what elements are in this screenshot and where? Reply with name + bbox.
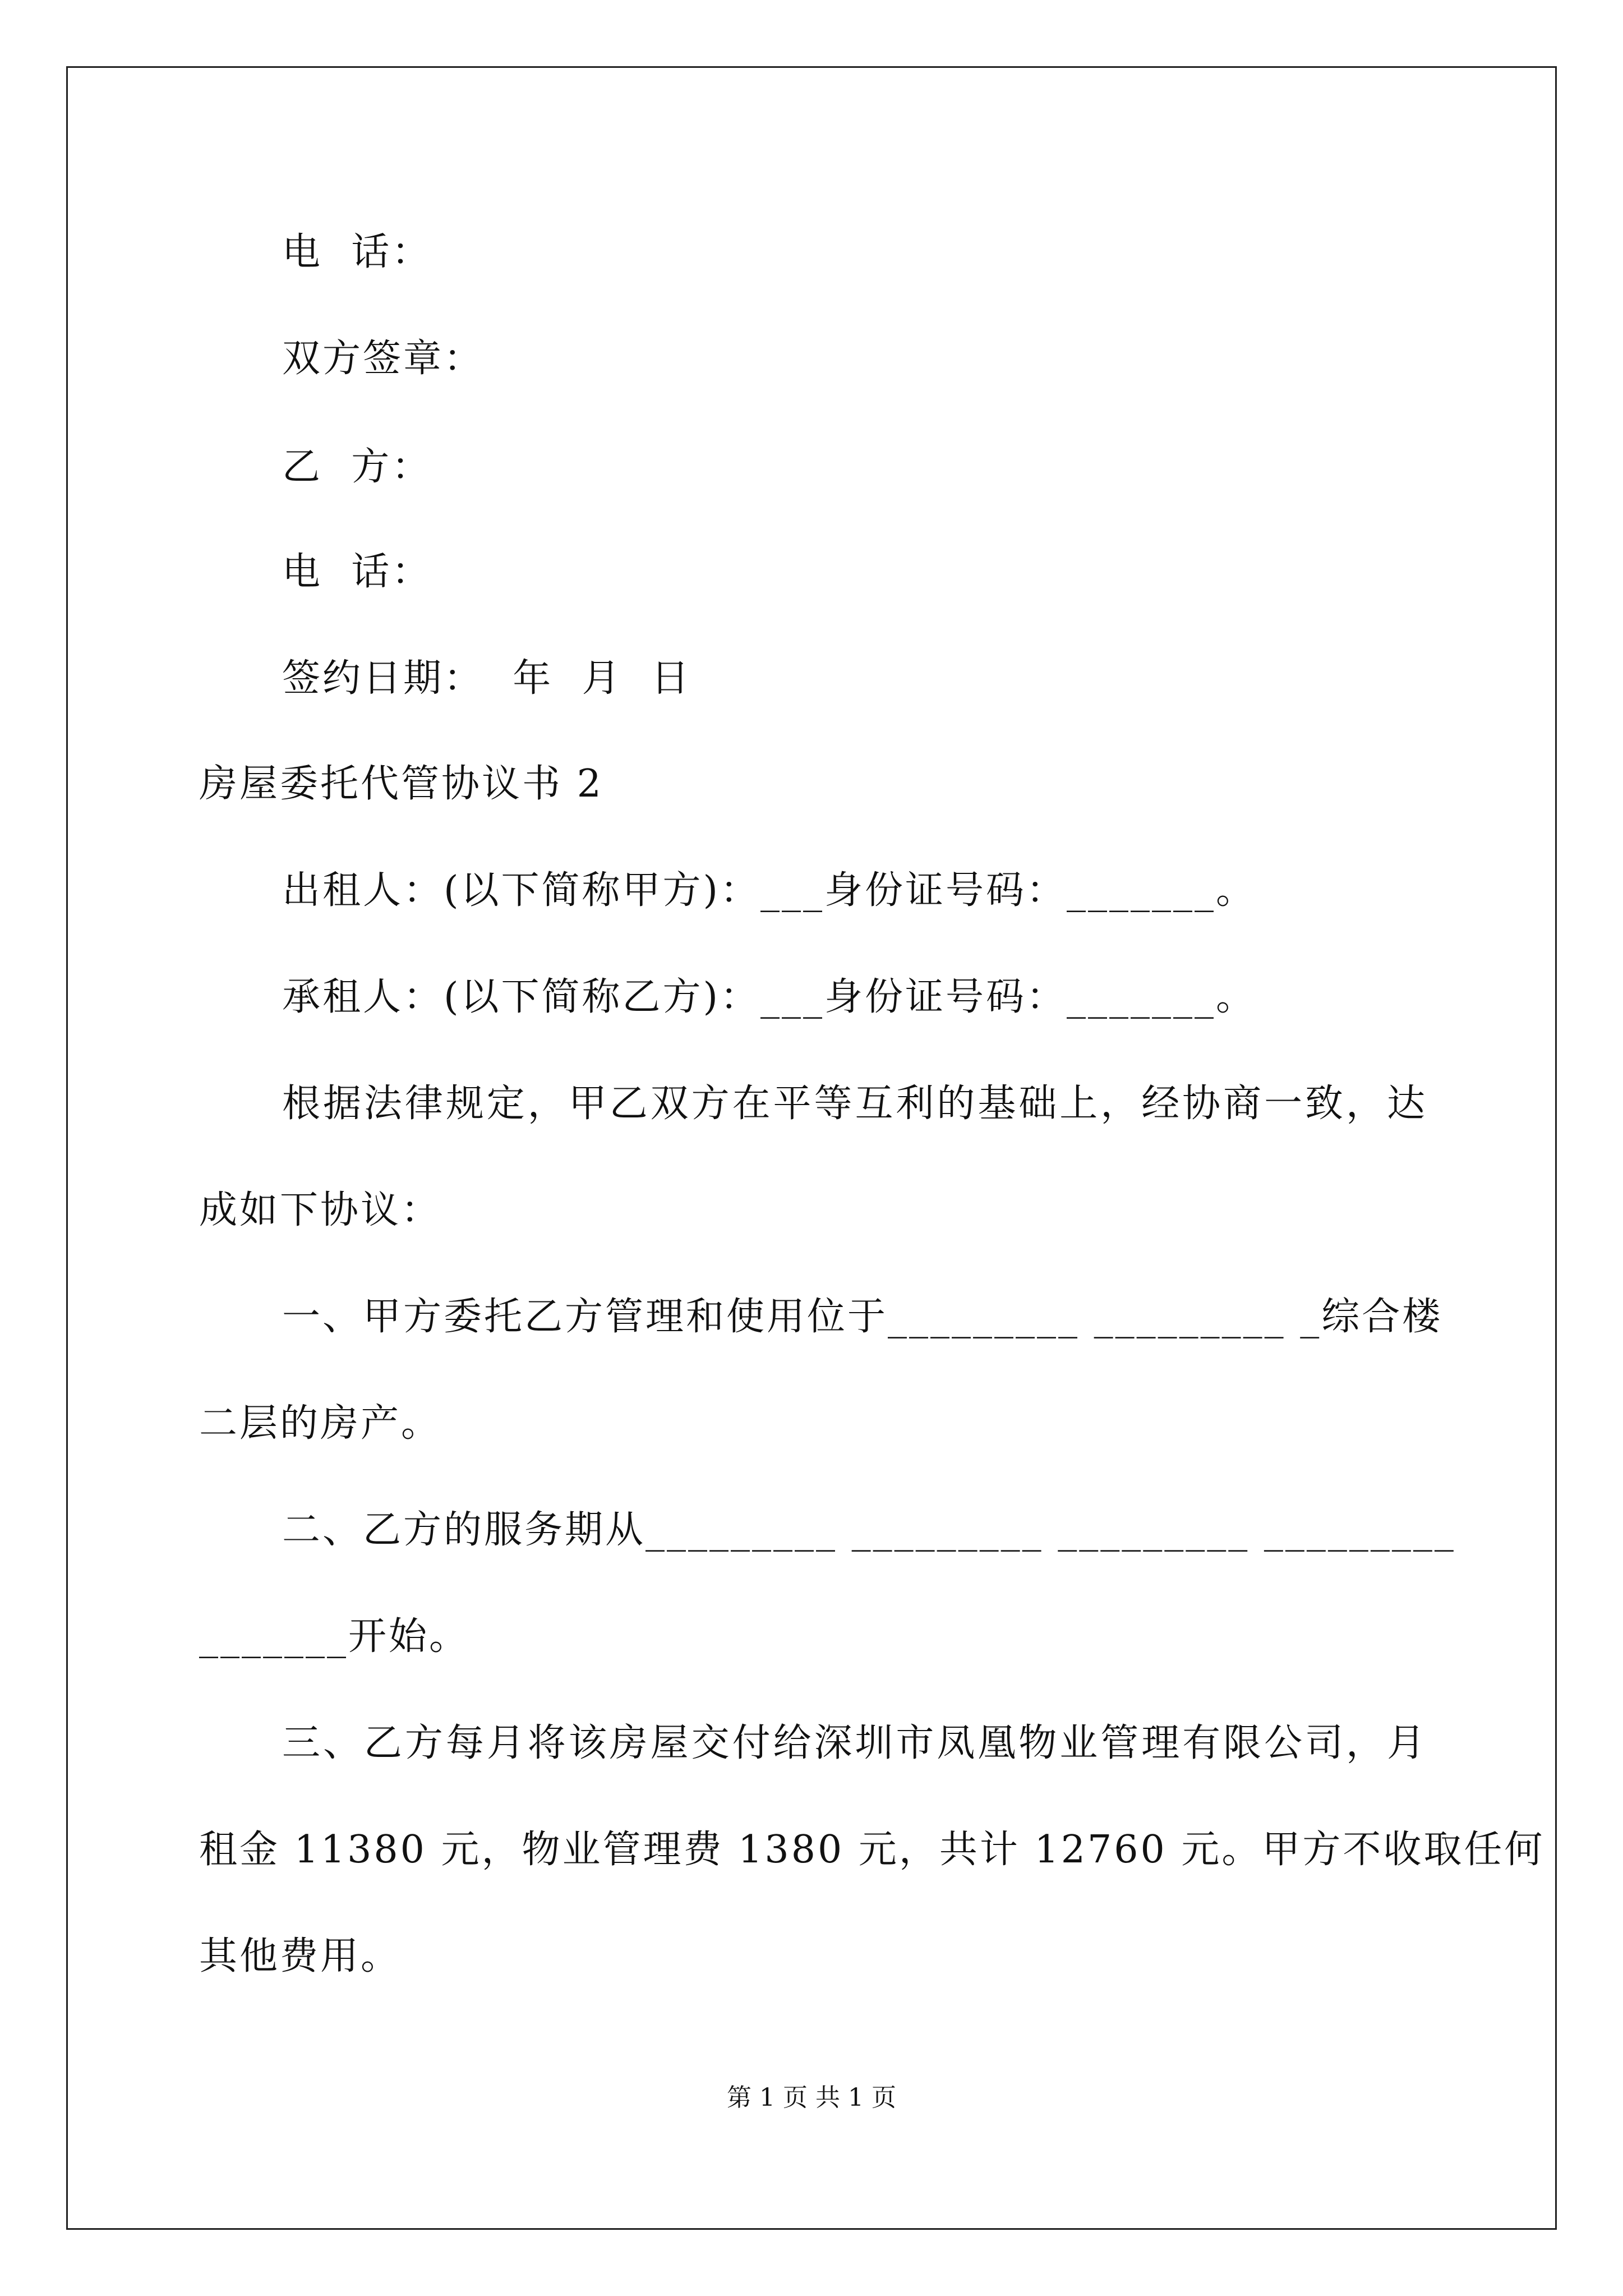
clause-1-line-2: 二层的房产。 [199, 1401, 442, 1446]
preamble-line-2: 成如下协议： [199, 1188, 442, 1232]
clause-1-line-1: 一、甲方委托乙方管理和使用位于_________ _________ _综合楼 [282, 1295, 1443, 1339]
lessee-line: 承租人：(以下简称乙方)：___身份证号码：_______。 [282, 975, 1257, 1019]
signing-date-label: 签约日期： 年 月 日 [282, 656, 691, 701]
clause-2-line-2: _______开始。 [199, 1614, 470, 1659]
clause-3-line-3: 其他费用。 [199, 1934, 402, 1978]
lessor-line: 出租人：(以下简称甲方)：___身份证号码：_______。 [282, 868, 1257, 913]
page-border [66, 66, 1557, 2230]
clause-3-line-2: 租金 11380 元，物业管理费 1380 元，共计 12760 元。甲方不收取任何 [199, 1828, 1545, 1872]
party-b-label: 乙 方： [282, 445, 432, 489]
signatures-label: 双方签章： [282, 337, 485, 381]
preamble-line-1: 根据法律规定，甲乙双方在平等互利的基础上，经协商一致，达 [282, 1082, 1427, 1126]
clause-2-line-1: 二、乙方的服务期从_________ _________ _________ _________ [282, 1508, 1456, 1552]
page-footer: 第 1 页 共 1 页 [727, 2083, 896, 2112]
document-title: 房屋委托代管协议书 2 [199, 762, 603, 806]
clause-3-line-1: 三、乙方每月将该房屋交付给深圳市凤凰物业管理有限公司，月 [282, 1721, 1427, 1765]
phone-label-party-a: 电 话： [282, 230, 432, 274]
phone-label-party-b: 电 话： [282, 550, 432, 594]
